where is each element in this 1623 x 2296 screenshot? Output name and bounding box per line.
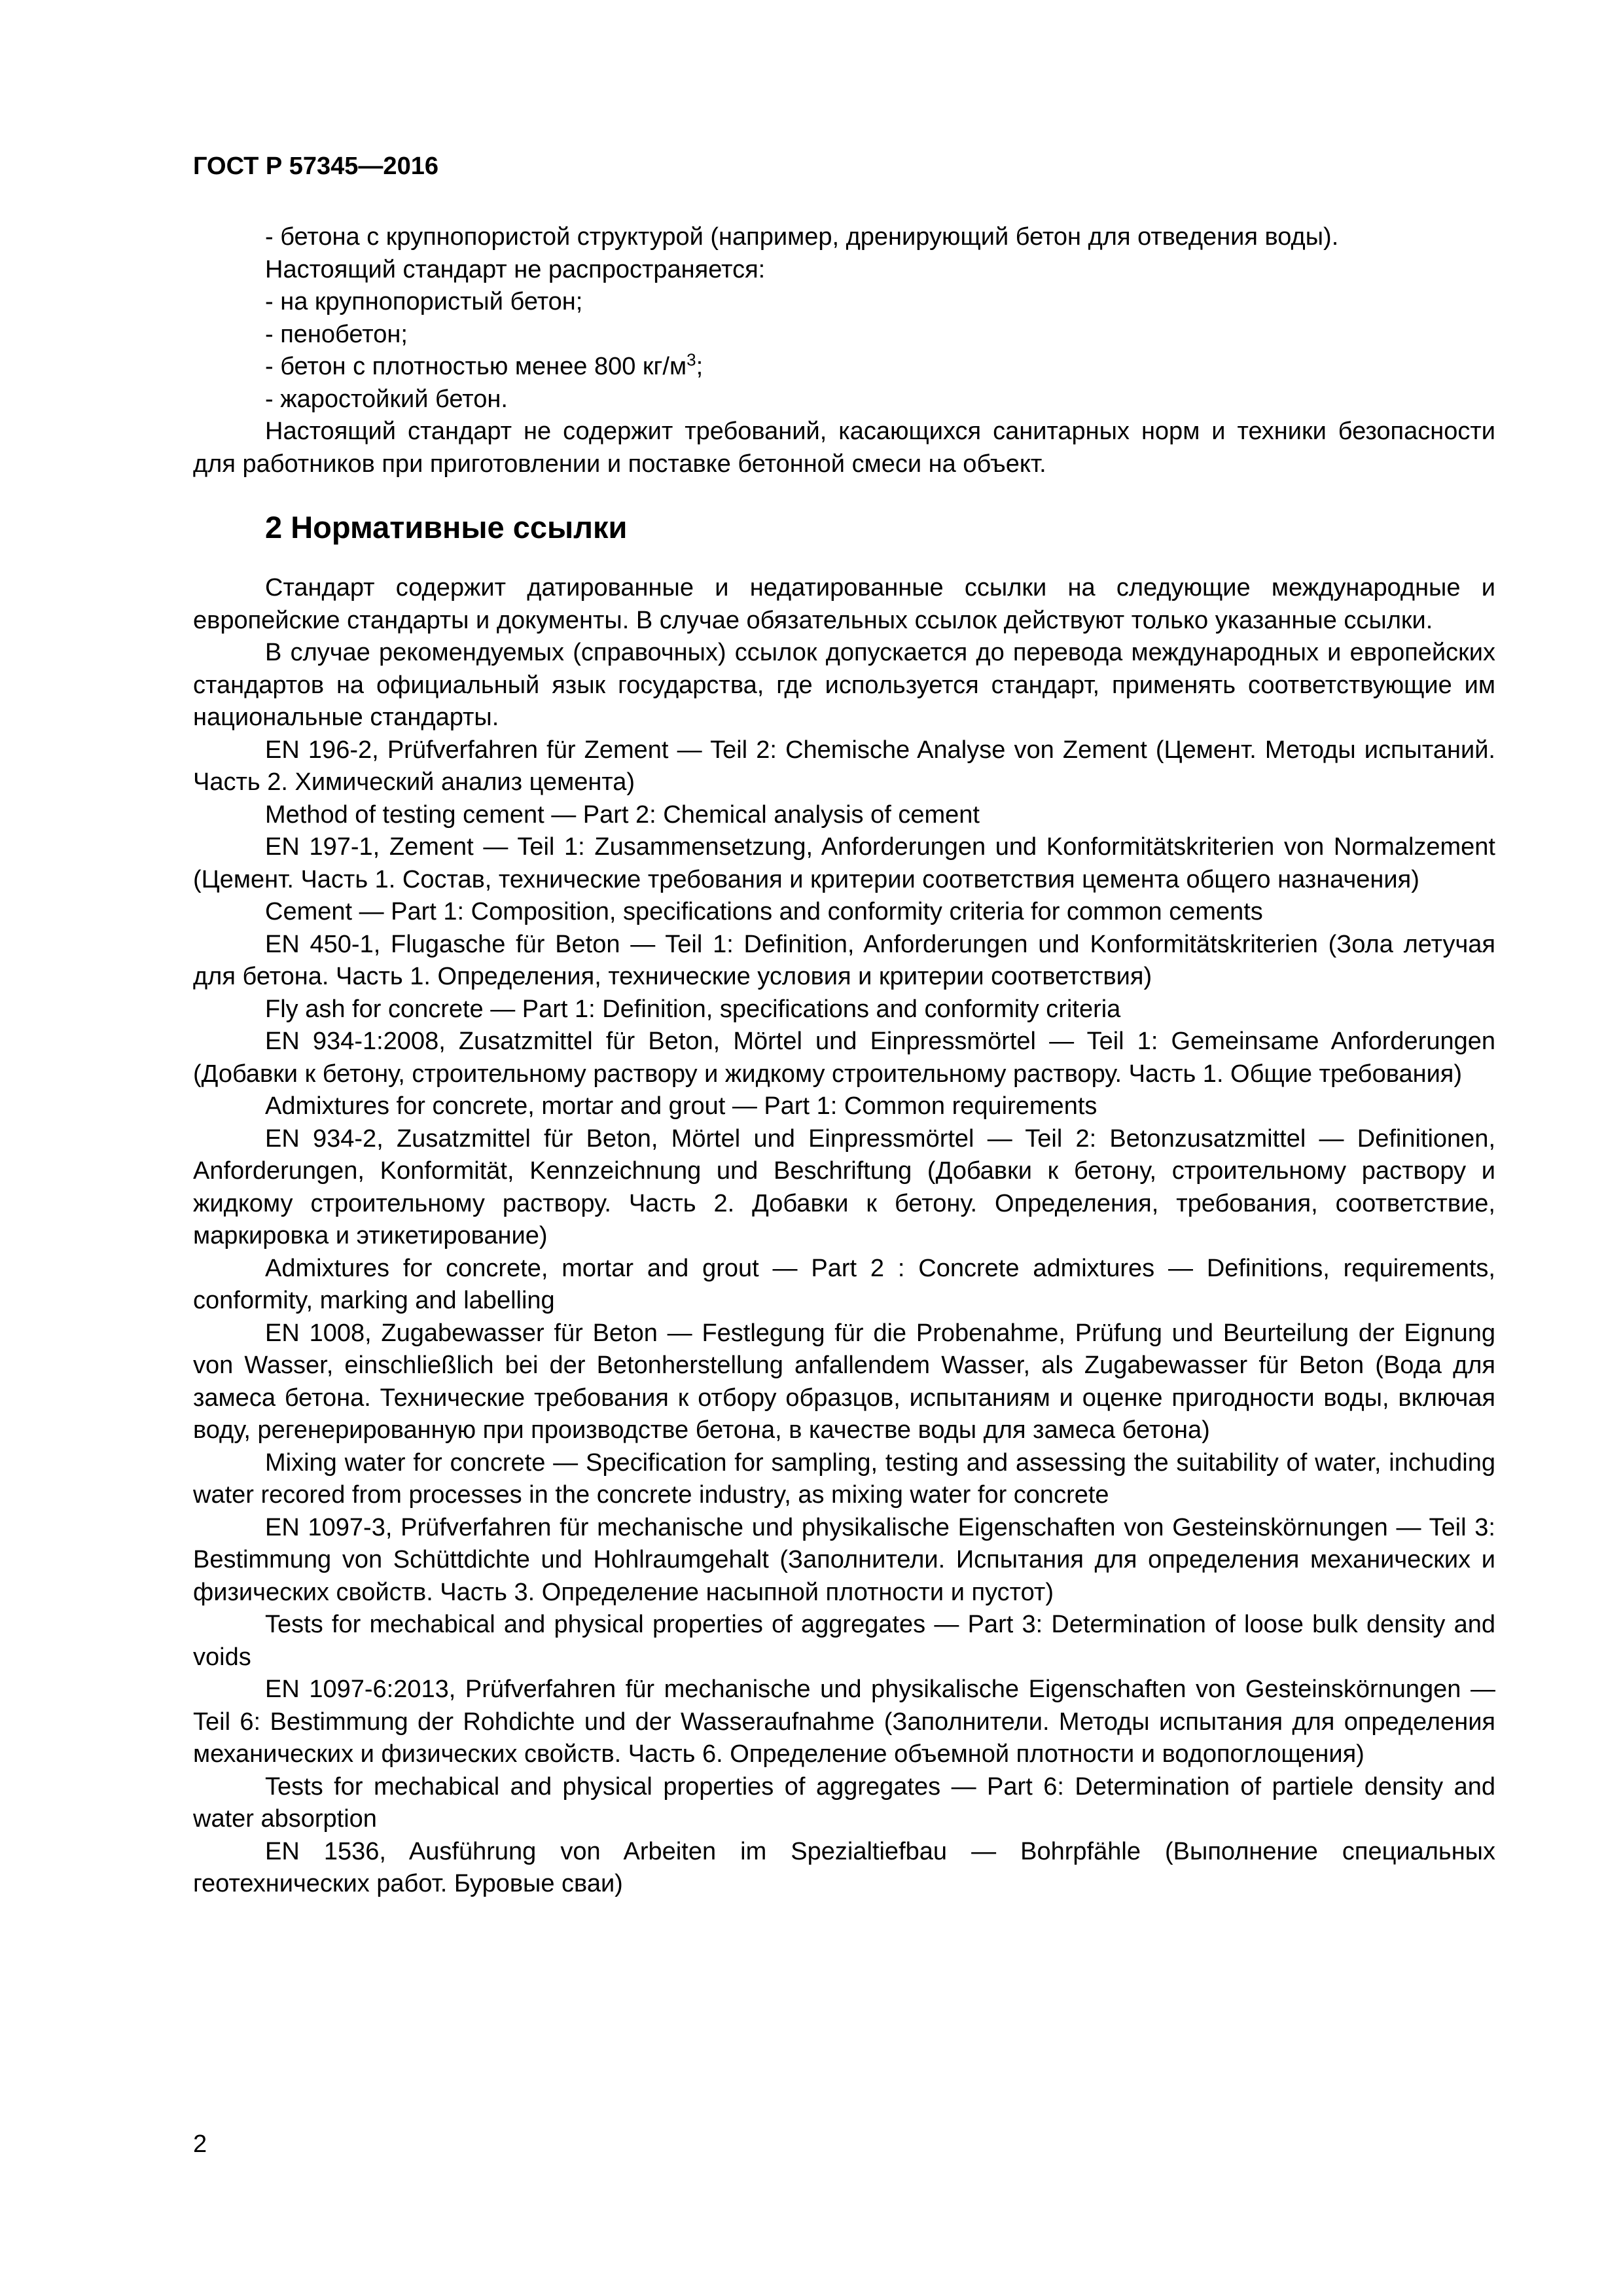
- scope-exclusion-intro: Настоящий стандарт не распространяется:: [265, 255, 766, 283]
- page-number: 2: [193, 2130, 207, 2158]
- reference-paragraph: Tests for mechabical and physical properties of aggregates — Part 6: Determination of partiele density and water absorption: [193, 1772, 1495, 1833]
- reference-paragraph: EN 934-1:2008, Zusatzmittel für Beton, Mörtel und Einpressmörtel — Teil 1: Gemeinsame Anforderungen (Добавки к бетону, строительному раствору и жидкому строительному раствору. Часть 1. Общие требования): [193, 1028, 1495, 1088]
- intro-item-4-text: - бетон с плотностью менее 800 кг/м: [265, 353, 687, 380]
- reference-paragraph: EN 1008, Zugabewasser für Beton — Festlegung für die Probenahme, Prüfung und Beurteilung der Eignung von Wasser, einschließlich bei der Betonherstellung anfallendem Wasser, als Zugabewasser für Beton (Вода для замеса бетона. Технические требования к отбору образцов, испытаниям и оценке пригодности воды, включая воду, регенерированную при производстве бетона, в качестве воды для замеса бетона): [193, 1319, 1495, 1444]
- reference-paragraph: EN 1097-6:2013, Prüfverfahren für mechanische und physikalische Eigenschaften von Gesteinskörnungen — Teil 6: Bestimmung der Rohdichte und der Wasseraufnahme (Заполнители. Методы испытания для определения механических и физических свойств. Часть 6. Определение объемной плотности и водопоглощения): [193, 1676, 1495, 1768]
- reference-paragraph: Fly ash for concrete — Part 1: Definition, specifications and conformity criteria: [265, 995, 1121, 1023]
- reference-paragraph: EN 450-1, Flugasche für Beton — Teil 1: Definition, Anforderungen und Konformitätskriterien (Зола летучая для бетона. Часть 1. Определения, технические условия и критерии соответствия): [193, 930, 1495, 990]
- reference-paragraph: Admixtures for concrete, mortar and grout — Part 2 : Concrete admixtures — Definitions, requirements, conformity, marking and labelling: [193, 1254, 1495, 1314]
- reference-paragraph: EN 1097-3, Prüfverfahren für mechanische und physikalische Eigenschaften von Gesteinskörnungen — Teil 3: Bestimmung von Schüttdichte und Hohlraumgehalt (Заполнители. Испытания для определения механических и физических свойств. Часть 3. Определение насыпной плотности и пустот): [193, 1513, 1495, 1606]
- section-2-title: 2 Нормативные ссылки: [265, 510, 628, 545]
- intro-item-4-end: ;: [696, 353, 704, 380]
- reference-paragraph: EN 934-2, Zusatzmittel für Beton, Mörtel und Einpressmörtel — Teil 2: Betonzusatzmittel — Definitionen, Anforderungen, Konformität, Kennzeichnung und Beschriftung (Добавки к бетону, строительному раствору и жидкому строительному раствору. Часть 2. Добавки к бетону. Определения, требования, соответствие, маркировка и этикетирование): [193, 1124, 1495, 1249]
- safety-note: Настоящий стандарт не содержит требований, касающихся санитарных норм и техники безопасности для работников при приготовлении и поставке бетонной смеси на объект.: [193, 418, 1495, 478]
- reference-paragraph: EN 197-1, Zement — Teil 1: Zusammensetzung, Anforderungen und Konformitätskriterien von Normalzement (Цемент. Часть 1. Состав, технические требования и критерии соответствия цемента общего назначения): [193, 833, 1495, 893]
- intro-item-5: - жаростойкий бетон.: [265, 385, 508, 413]
- reference-paragraph: EN 1536, Ausführung von Arbeiten im Spezialtiefbau — Bohrpfähle (Выполнение специальных геотехнических работ. Буровые сваи): [193, 1837, 1495, 1897]
- reference-paragraph: В случае рекомендуемых (справочных) ссылок допускается до перевода международных и европейских стандартов на официальный язык государства, где используется стандарт, применять соответствующие им национальные стандарты.: [193, 639, 1495, 731]
- reference-paragraph: EN 196-2, Prüfverfahren für Zement — Teil 2: Chemische Analyse von Zement (Цемент. Методы испытаний. Часть 2. Химический анализ цемента): [193, 736, 1495, 796]
- intro-item-1: - бетона с крупнопористой структурой (например, дренирующий бетон для отведения воды).: [265, 223, 1339, 251]
- reference-paragraph: Стандарт содержит датированные и недатированные ссылки на следующие международные и европейские стандарты и документы. В случае обязательных ссылок действуют только указанные ссылки.: [193, 574, 1495, 634]
- intro-item-2: - на крупнопористый бетон;: [265, 288, 583, 315]
- reference-paragraph: Admixtures for concrete, mortar and grout — Part 1: Common requirements: [265, 1092, 1097, 1120]
- intro-item-4: [193, 351, 1495, 384]
- reference-paragraph: Tests for mechabical and physical properties of aggregates — Part 3: Determination of loose bulk density and voids: [193, 1611, 1495, 1671]
- intro-item-3: - пенобетон;: [265, 320, 408, 348]
- reference-paragraph: Mixing water for concrete — Specification for sampling, testing and assessing the suitability of water, inchuding water recored from processes in the concrete industry, as mixing water for concrete: [193, 1448, 1495, 1509]
- reference-paragraph: Cement — Part 1: Composition, specifications and conformity criteria for common cements: [265, 898, 1263, 925]
- intro-item-4-superscript: 3: [687, 350, 696, 370]
- reference-paragraph: Method of testing cement — Part 2: Chemical analysis of cement: [265, 800, 980, 829]
- document-header: ГОСТ Р 57345—2016: [193, 152, 438, 180]
- page-content: [193, 221, 1495, 1901]
